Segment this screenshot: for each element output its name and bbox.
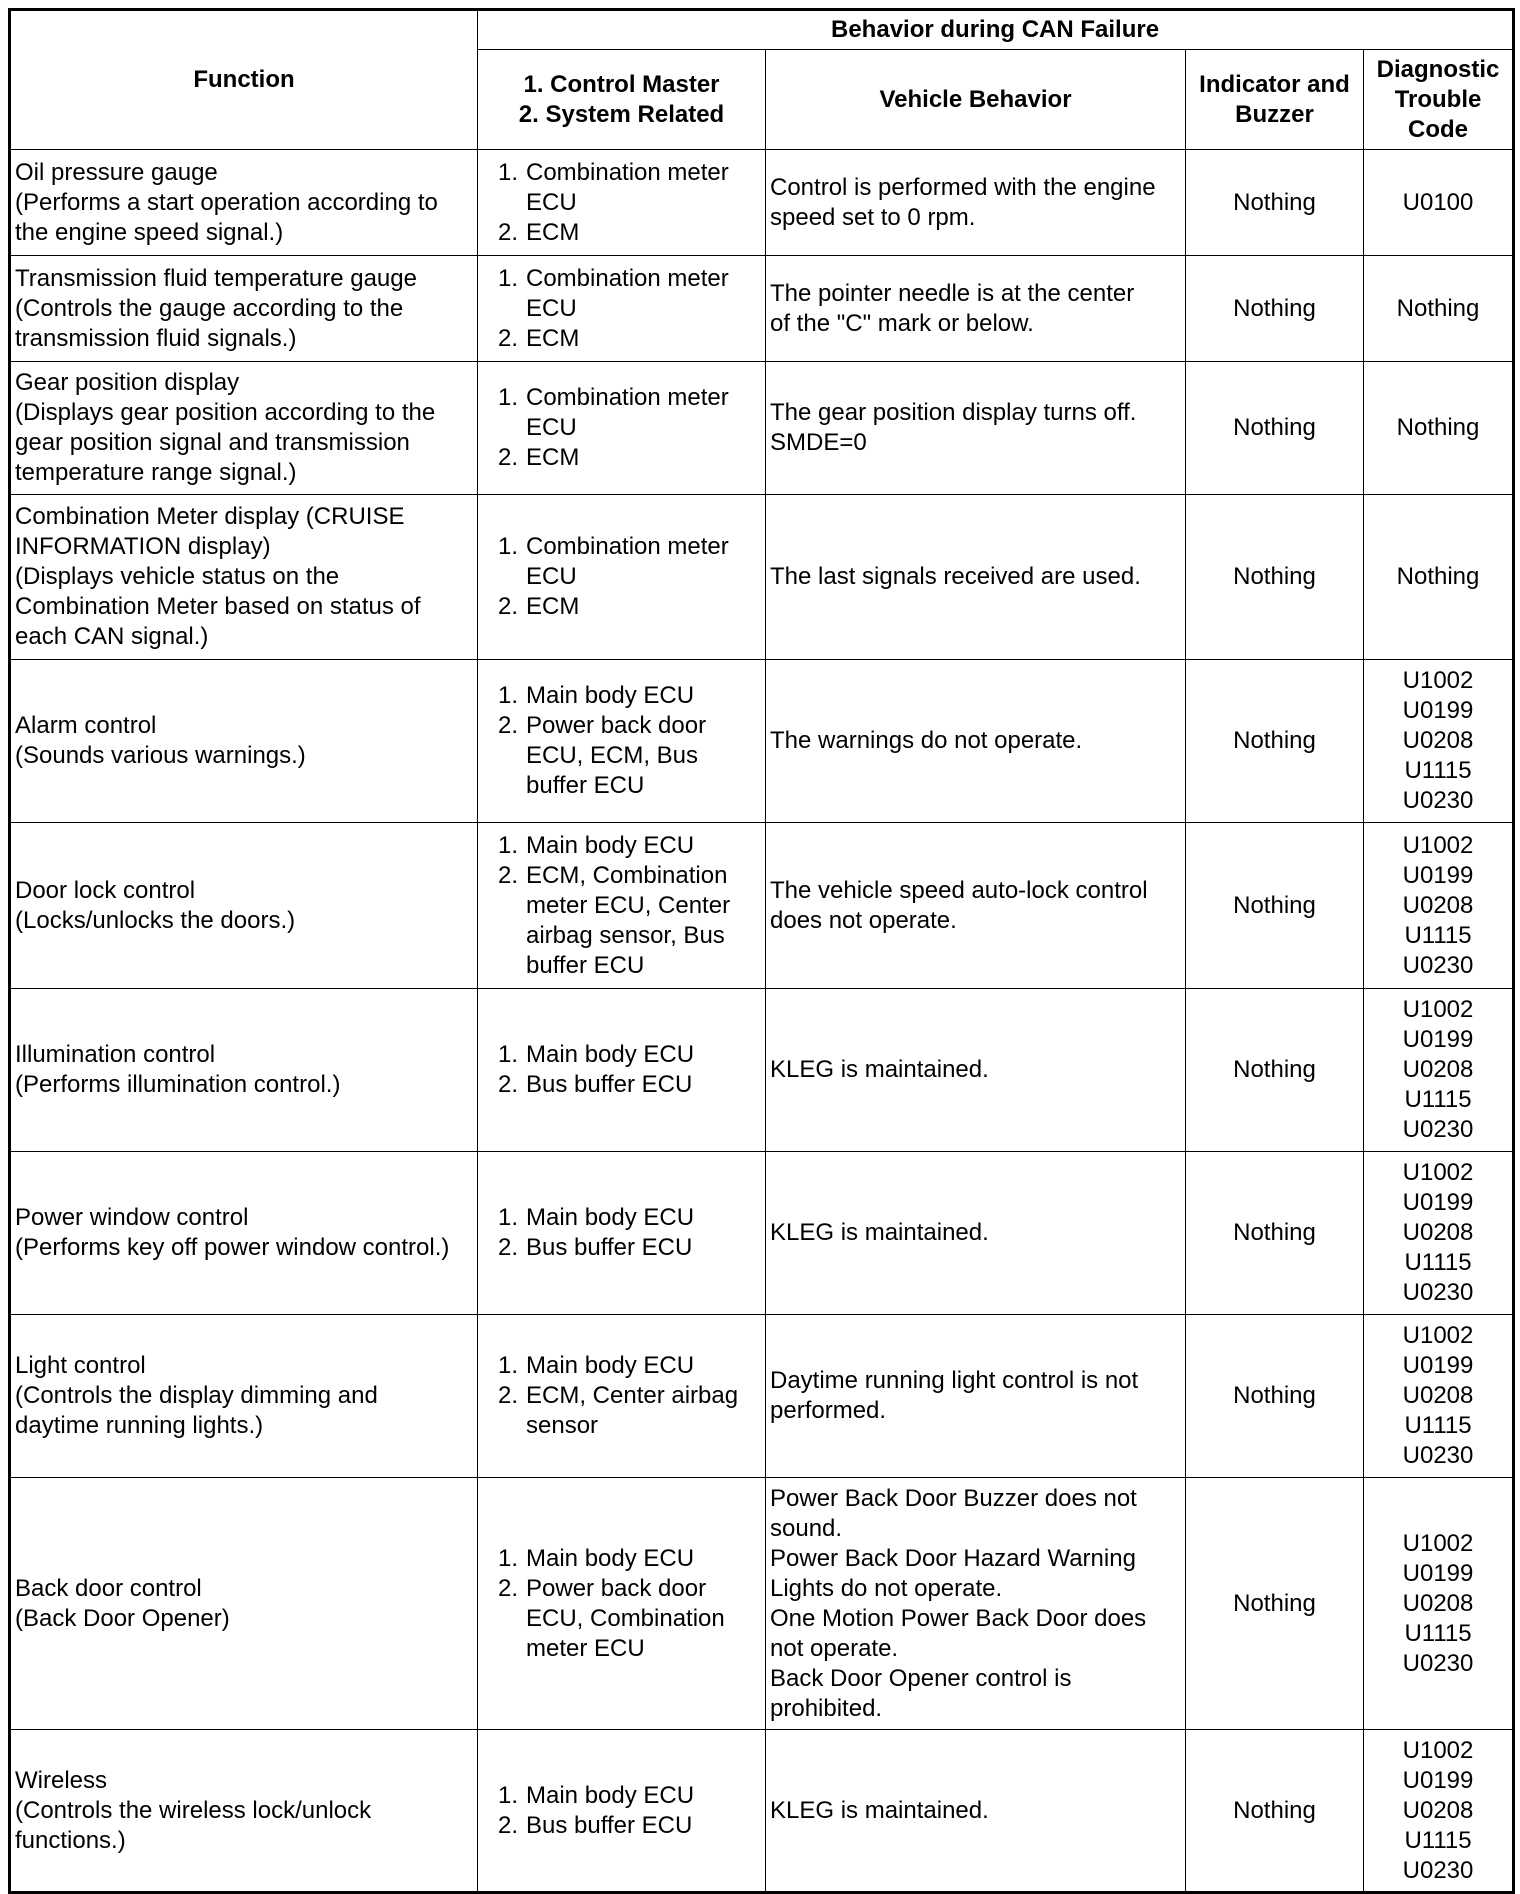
header-dtc <box>1364 50 1514 150</box>
vehicle-behavior-cell <box>766 256 1186 362</box>
function-line: (Displays vehicle status on the <box>15 563 340 590</box>
item-number: 1. <box>497 1544 518 1572</box>
item-text: Combination meter ECU <box>526 264 729 322</box>
dtc-code: U0208 <box>1402 891 1474 919</box>
item-text: Combination meter ECU <box>526 533 729 590</box>
behavior-line: prohibited. <box>770 1694 883 1722</box>
dtc-code: U0100 <box>1402 188 1474 216</box>
item-text: Bus buffer ECU <box>526 1234 693 1261</box>
item-text: ECM <box>526 324 580 352</box>
item-text: Bus buffer ECU <box>526 1071 693 1098</box>
dtc-code: Nothing <box>1396 563 1480 590</box>
table-row <box>10 823 1514 989</box>
vehicle-behavior-cell <box>766 1730 1186 1893</box>
control-master-list <box>482 1544 761 1664</box>
dtc-code: Nothing <box>1396 294 1480 322</box>
behavior-line: Power Back Door Buzzer does not <box>770 1484 1137 1512</box>
item-text: Main body ECU <box>526 1781 695 1809</box>
control-master-item <box>482 681 761 711</box>
control-master-item <box>482 711 761 801</box>
function-line: (Controls the wireless lock/unlock <box>15 1796 372 1824</box>
dtc-code: U0208 <box>1402 1056 1474 1083</box>
behavior-line: The last signals received are used. <box>770 563 1141 590</box>
dtc-code: U0208 <box>1402 1589 1474 1617</box>
indicator-buzzer-cell: Nothing <box>1186 1315 1364 1478</box>
behavior-line: One Motion Power Back Door does <box>770 1604 1147 1632</box>
control-master-cell <box>478 1315 766 1478</box>
header-control-master <box>478 50 766 150</box>
function-line: Combination Meter based on status of <box>15 593 421 620</box>
dtc-code: U1115 <box>1404 1619 1472 1647</box>
dtc-cell <box>1364 150 1514 256</box>
item-number: 2. <box>497 712 518 739</box>
header-function: Function <box>10 10 478 150</box>
table-row <box>10 1315 1514 1478</box>
vehicle-behavior-cell <box>766 1315 1186 1478</box>
table-body <box>10 150 1514 1893</box>
function-cell <box>10 256 478 362</box>
item-number: 2. <box>497 1811 518 1839</box>
control-master-cell <box>478 362 766 495</box>
vehicle-behavior-cell <box>766 823 1186 989</box>
item-text: ECM, Center airbag sensor <box>526 1382 739 1439</box>
control-master-item <box>482 218 761 248</box>
dtc-cell <box>1364 1315 1514 1478</box>
control-master-item <box>482 1040 761 1070</box>
behavior-line: The vehicle speed auto-lock control <box>770 876 1148 904</box>
control-master-item <box>482 592 761 622</box>
function-line: (Controls the gauge according to the <box>15 294 404 322</box>
function-line: (Back Door Opener) <box>15 1604 230 1632</box>
behavior-line: Back Door Opener control is <box>770 1664 1072 1692</box>
control-master-cell <box>478 495 766 660</box>
vehicle-behavior-cell <box>766 362 1186 495</box>
table-row <box>10 495 1514 660</box>
dtc-code: U1002 <box>1402 831 1474 859</box>
item-text: ECM <box>526 218 580 246</box>
item-number: 1. <box>497 1041 518 1068</box>
control-master-list <box>482 1203 761 1263</box>
dtc-code: U0208 <box>1402 1796 1474 1824</box>
item-text: ECM <box>526 593 580 620</box>
item-number: 2. <box>497 1234 518 1261</box>
control-master-list <box>482 264 761 354</box>
function-cell <box>10 150 478 256</box>
function-line: each CAN signal.) <box>15 623 209 650</box>
control-master-item <box>482 383 761 443</box>
function-line: gear position signal and transmission <box>15 429 410 456</box>
control-master-list <box>482 532 761 622</box>
control-master-item <box>482 861 761 981</box>
function-cell <box>10 362 478 495</box>
function-cell <box>10 495 478 660</box>
item-number: 2. <box>497 218 518 246</box>
control-master-item <box>482 1781 761 1811</box>
vehicle-behavior-cell <box>766 150 1186 256</box>
item-number: 2. <box>497 593 518 620</box>
dtc-cell <box>1364 362 1514 495</box>
indicator-buzzer-cell: Nothing <box>1186 1730 1364 1893</box>
function-cell <box>10 660 478 823</box>
item-text: Main body ECU <box>526 682 695 709</box>
function-line: daytime running lights.) <box>15 1412 264 1439</box>
dtc-code: U1115 <box>1404 1412 1472 1439</box>
indicator-buzzer-cell: Nothing <box>1186 495 1364 660</box>
vehicle-behavior-cell <box>766 989 1186 1152</box>
indicator-buzzer-cell: Nothing <box>1186 150 1364 256</box>
table-row <box>10 256 1514 362</box>
behavior-line: KLEG is maintained. <box>770 1219 989 1246</box>
dtc-code: U0199 <box>1402 1189 1474 1216</box>
control-master-cell <box>478 1152 766 1315</box>
dtc-code: U0199 <box>1402 1026 1474 1053</box>
item-text: Main body ECU <box>526 831 695 859</box>
function-cell <box>10 989 478 1152</box>
dtc-code: U0230 <box>1402 1856 1474 1884</box>
dtc-cell <box>1364 256 1514 362</box>
dtc-code: U0199 <box>1402 1352 1474 1379</box>
function-line: Oil pressure gauge <box>15 158 218 186</box>
item-text: Power back door ECU, ECM, Bus buffer ECU <box>526 712 707 799</box>
dtc-code: Nothing <box>1396 414 1480 441</box>
item-number: 1. <box>497 1204 518 1231</box>
header-behavior-group: Behavior during CAN Failure <box>478 10 1514 50</box>
behavior-line: KLEG is maintained. <box>770 1056 989 1083</box>
indicator-buzzer-cell: Nothing <box>1186 1152 1364 1315</box>
dtc-code: U0230 <box>1402 951 1474 979</box>
dtc-code: U1002 <box>1402 1529 1474 1557</box>
table-row <box>10 989 1514 1152</box>
function-line: Light control <box>15 1352 146 1379</box>
table-row <box>10 1730 1514 1893</box>
dtc-code: U0208 <box>1402 727 1474 754</box>
function-line: Gear position display <box>15 369 240 396</box>
dtc-cell <box>1364 823 1514 989</box>
function-line: (Displays gear position according to the <box>15 399 436 426</box>
function-line: Back door control <box>15 1574 202 1602</box>
dtc-code: U0208 <box>1402 1382 1474 1409</box>
function-line: Combination Meter display (CRUISE <box>15 503 405 530</box>
item-number: 1. <box>497 533 518 560</box>
control-master-list <box>482 831 761 981</box>
control-master-item <box>482 1811 761 1841</box>
item-number: 2. <box>497 324 518 352</box>
behavior-line: sound. <box>770 1514 843 1542</box>
function-line: Power window control <box>15 1204 249 1231</box>
behavior-line: Lights do not operate. <box>770 1574 1003 1602</box>
header-dtc-line: Trouble <box>1394 85 1482 113</box>
control-master-cell <box>478 150 766 256</box>
control-master-item <box>482 1544 761 1574</box>
control-master-cell <box>478 256 766 362</box>
item-number: 1. <box>497 384 518 411</box>
behavior-line: The gear position display turns off. <box>770 399 1137 426</box>
dtc-cell <box>1364 989 1514 1152</box>
item-number: 2. <box>497 444 518 471</box>
function-line: (Performs key off power window control.) <box>15 1234 450 1261</box>
function-line: (Sounds various warnings.) <box>15 742 306 769</box>
header-indicator-line: Indicator and <box>1199 70 1350 98</box>
item-text: Bus buffer ECU <box>526 1811 693 1839</box>
control-master-item <box>482 1381 761 1441</box>
item-text: Main body ECU <box>526 1352 695 1379</box>
dtc-code: U0230 <box>1402 1279 1474 1306</box>
item-number: 1. <box>497 264 518 292</box>
table-row <box>10 150 1514 256</box>
control-master-cell <box>478 823 766 989</box>
dtc-cell <box>1364 495 1514 660</box>
function-line: transmission fluid signals.) <box>15 324 297 352</box>
item-number: 2. <box>497 1382 518 1409</box>
control-master-item <box>482 158 761 218</box>
control-master-item <box>482 1233 761 1263</box>
indicator-buzzer-cell: Nothing <box>1186 989 1364 1152</box>
header-dtc-line: Diagnostic <box>1376 55 1500 83</box>
control-master-cell <box>478 1730 766 1893</box>
item-text: ECM, Combination meter ECU, Center airbag sensor, Bus buffer ECU <box>526 861 731 979</box>
behavior-line: Daytime running light control is not <box>770 1367 1139 1394</box>
dtc-code: U1002 <box>1402 1322 1474 1349</box>
control-master-cell <box>478 989 766 1152</box>
behavior-line: of the "C" mark or below. <box>770 309 1034 337</box>
function-line: (Controls the display dimming and <box>15 1382 378 1409</box>
dtc-code: U1002 <box>1402 1736 1474 1764</box>
dtc-code: U1115 <box>1404 1826 1472 1854</box>
header-master-line: 1. Control Master <box>523 70 720 98</box>
behavior-line: does not operate. <box>770 906 957 934</box>
dtc-code: U1002 <box>1402 1159 1474 1186</box>
behavior-line: performed. <box>770 1397 887 1424</box>
dtc-cell <box>1364 660 1514 823</box>
function-line: Alarm control <box>15 712 157 739</box>
behavior-line: The warnings do not operate. <box>770 727 1083 754</box>
dtc-code: U0208 <box>1402 1219 1474 1246</box>
control-master-cell <box>478 1478 766 1730</box>
function-line: Wireless <box>15 1766 108 1794</box>
header-indicator-buzzer <box>1186 50 1364 150</box>
dtc-cell <box>1364 1478 1514 1730</box>
item-number: 2. <box>497 1574 518 1602</box>
dtc-code: U1115 <box>1404 1249 1472 1276</box>
dtc-code: U1002 <box>1402 996 1474 1023</box>
control-master-list <box>482 1040 761 1100</box>
vehicle-behavior-cell <box>766 495 1186 660</box>
indicator-buzzer-cell: Nothing <box>1186 660 1364 823</box>
dtc-code: U0199 <box>1402 861 1474 889</box>
dtc-code: U1115 <box>1404 921 1472 949</box>
dtc-code: U1115 <box>1404 757 1472 784</box>
indicator-buzzer-cell: Nothing <box>1186 256 1364 362</box>
function-cell <box>10 1152 478 1315</box>
function-line: (Performs a start operation according to <box>15 188 438 216</box>
dtc-cell <box>1364 1152 1514 1315</box>
item-number: 2. <box>497 861 518 889</box>
function-line: Illumination control <box>15 1041 216 1068</box>
function-cell <box>10 1478 478 1730</box>
dtc-code: U0230 <box>1402 1649 1474 1677</box>
behavior-line: KLEG is maintained. <box>770 1796 989 1824</box>
header-dtc-line: Code <box>1408 115 1469 143</box>
item-number: 1. <box>497 1352 518 1379</box>
function-line: INFORMATION display) <box>15 533 271 560</box>
behavior-line: not operate. <box>770 1634 899 1662</box>
indicator-buzzer-cell: Nothing <box>1186 1478 1364 1730</box>
control-master-item <box>482 532 761 592</box>
table-row <box>10 1478 1514 1730</box>
function-line: (Performs illumination control.) <box>15 1071 341 1098</box>
dtc-code: U1002 <box>1402 667 1474 694</box>
function-line: Door lock control <box>15 876 196 904</box>
item-number: 1. <box>497 682 518 709</box>
control-master-list <box>482 1781 761 1841</box>
item-text: ECM <box>526 444 580 471</box>
control-master-list <box>482 383 761 473</box>
control-master-item <box>482 264 761 324</box>
dtc-code: U0230 <box>1402 1442 1474 1469</box>
item-text: Main body ECU <box>526 1041 695 1068</box>
item-number: 1. <box>497 1781 518 1809</box>
control-master-cell <box>478 660 766 823</box>
item-text: Main body ECU <box>526 1544 695 1572</box>
indicator-buzzer-cell: Nothing <box>1186 362 1364 495</box>
dtc-code: U0199 <box>1402 697 1474 724</box>
item-text: Power back door ECU, Combination meter ECU <box>526 1574 725 1662</box>
behavior-line: speed set to 0 rpm. <box>770 203 976 231</box>
table-row <box>10 660 1514 823</box>
item-number: 1. <box>497 831 518 859</box>
dtc-code: U0199 <box>1402 1766 1474 1794</box>
item-number: 1. <box>497 158 518 186</box>
vehicle-behavior-cell <box>766 1478 1186 1730</box>
table-header <box>10 10 1514 150</box>
behavior-line: Control is performed with the engine <box>770 173 1156 201</box>
control-master-item <box>482 1351 761 1381</box>
vehicle-behavior-cell <box>766 660 1186 823</box>
table-row <box>10 1152 1514 1315</box>
function-cell <box>10 1730 478 1893</box>
control-master-item <box>482 831 761 861</box>
function-line: (Locks/unlocks the doors.) <box>15 906 296 934</box>
dtc-code: U0230 <box>1402 1116 1474 1143</box>
function-cell <box>10 823 478 989</box>
dtc-code: U0199 <box>1402 1559 1474 1587</box>
control-master-item <box>482 1574 761 1664</box>
function-line: the engine speed signal.) <box>15 218 284 246</box>
vehicle-behavior-cell <box>766 1152 1186 1315</box>
item-text: Combination meter ECU <box>526 384 729 441</box>
indicator-buzzer-cell: Nothing <box>1186 823 1364 989</box>
can-failure-table <box>8 8 1515 1894</box>
item-number: 2. <box>497 1071 518 1098</box>
item-text: Main body ECU <box>526 1204 695 1231</box>
header-indicator-line: Buzzer <box>1235 100 1314 128</box>
behavior-line: The pointer needle is at the center <box>770 279 1135 307</box>
dtc-code: U0230 <box>1402 787 1474 814</box>
header-vehicle-behavior: Vehicle Behavior <box>766 50 1186 150</box>
table-row <box>10 362 1514 495</box>
function-cell <box>10 1315 478 1478</box>
dtc-code: U1115 <box>1404 1086 1472 1113</box>
control-master-item <box>482 443 761 473</box>
header-master-line: 2. System Related <box>518 100 725 128</box>
control-master-list <box>482 681 761 801</box>
control-master-item <box>482 324 761 354</box>
item-text: Combination meter ECU <box>526 158 729 216</box>
control-master-item <box>482 1203 761 1233</box>
control-master-item <box>482 1070 761 1100</box>
behavior-line: SMDE=0 <box>770 429 867 456</box>
function-line: functions.) <box>15 1826 126 1854</box>
dtc-cell <box>1364 1730 1514 1893</box>
function-line: Transmission fluid temperature gauge <box>15 264 417 292</box>
function-line: temperature range signal.) <box>15 459 297 486</box>
control-master-list <box>482 1351 761 1441</box>
behavior-line: Power Back Door Hazard Warning <box>770 1544 1136 1572</box>
control-master-list <box>482 158 761 248</box>
